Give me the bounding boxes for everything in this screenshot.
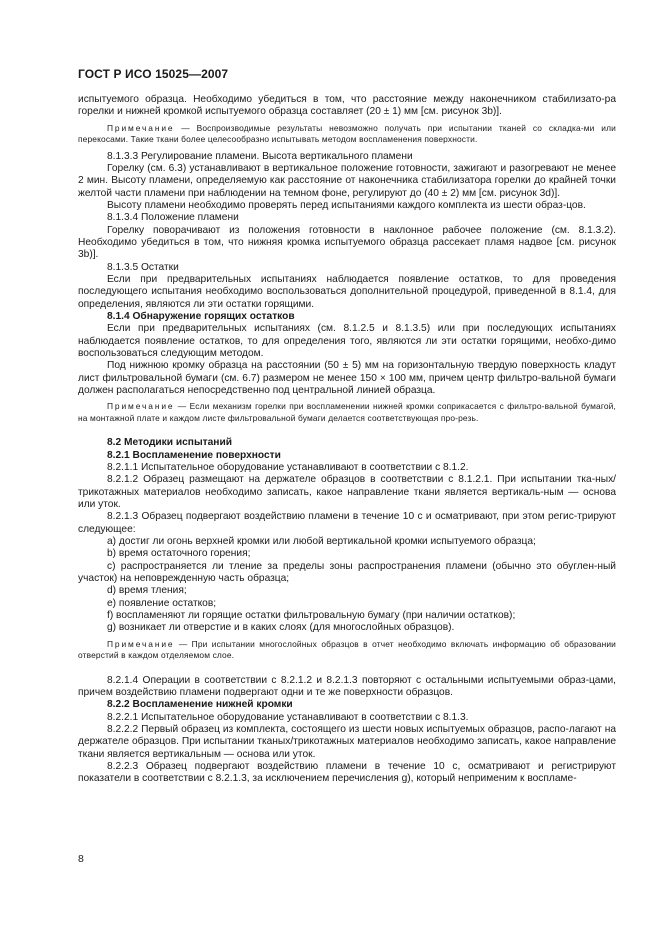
paragraph: Горелку поворачивают из положения готовности в наклонное рабочее положение (см. 8.1.3.2). Необходимо убедиться в том, что нижняя кромка испытуемого образца рассекает пламя надвое [см. рисунок 3b)]. (78, 224, 616, 261)
section-heading: 8.2.1 Воспламенение поверхности (107, 449, 281, 461)
note-label: Примечание (107, 401, 175, 412)
list-item: b) время остаточного горения; (107, 548, 251, 560)
section-heading: 8.1.3.3 Регулирование пламени. Высота вертикального пламени (107, 150, 413, 162)
list-item: g) возникает ли отверстие и в каких слоях (для многослойных образцов). (107, 622, 455, 634)
paragraph: Под нижнюю кромку образца на расстоянии (50 ± 5) мм на горизонтальную твердую поверхность кладут лист фильтровальной бумаги (см. 6.7) размером не менее 150 × 100 мм, причем центр фильтро-вальной бумаги должен располагаться непосредственно под центральной линией образца. (78, 360, 616, 397)
paragraph: 8.2.2.1 Испытательное оборудование устанавливают в соответствии с 8.1.3. (107, 711, 469, 723)
paragraph: 8.2.2.3 Образец подвергают воздействию пламени в течение 10 с, осматривают и регистрируют показатели в соответствии с 8.2.1.3, за исключением перечисления g), который неприменим к воспламе- (78, 760, 616, 785)
section-heading: 8.2 Методики испытаний (107, 437, 232, 449)
paragraph: 8.2.2.2 Первый образец из комплекта, состоящего из шести новых испытуемых образцов, распо-лагают на держателе образцов. При испытании тканых/трикотажных материалов необходимо записать, какое направление ткани является вертикальным — основа или уток. (78, 723, 616, 760)
paragraph: 8.2.1.4 Операции в соответствии с 8.2.1.2 и 8.2.1.3 повторяют с остальными испытуемыми образ-цами, причем воздействию пламени подвергают одни и те же поверхности образцов. (78, 674, 616, 698)
note (78, 401, 616, 424)
list-item: d) время тления; (107, 585, 187, 597)
note-text: — Если механизм горелки при воспламенении нижней кромки соприкасается с фильтро-вальной бумагой, на монтажной плате и каждом листе фильтровальной бумаги делается соответствующая про-резь. (78, 401, 616, 423)
section-heading: 8.2.2 Воспламенение нижней кромки (107, 699, 293, 711)
paragraph: 8.2.1.1 Испытательное оборудование устанавливают в соответствии с 8.1.2. (107, 461, 469, 473)
paragraph: 8.2.1.3 Образец подвергают воздействию пламени в течение 10 с и осматривают, при этом регис-трируют следующее: (78, 511, 616, 535)
section-heading: 8.1.3.4 Положение пламени (107, 212, 239, 224)
note-label: Примечание (107, 122, 175, 133)
note-label: Примечание (107, 638, 175, 649)
section-heading: 8.1.3.5 Остатки (107, 261, 179, 273)
page-body (78, 94, 616, 786)
paragraph: 8.2.1.2 Образец размещают на держателе образцов в соответствии с 8.1.2.1. При испытании тка-ных/трикотажных материалов необходимо записать, какое направление ткани является вертикаль-ным — основа или уток. (78, 474, 616, 510)
paragraph: Если при предварительных испытаниях (см. 8.1.2.5 и 8.1.3.5) или при последующих испытаниях наблюдается появление остатков, то для определения того, являются ли эти остатки горящими, необхо-димо воспользоваться следующим методом. (78, 323, 616, 359)
note-text: — При испытании многослойных образцов в отчет необходимо включать информацию об образовании отверстий в каждом отделяемом слое. (78, 638, 616, 661)
note (78, 639, 616, 662)
note (78, 123, 616, 146)
list-item: f) воспламеняют ли горящие остатки фильтровальную бумагу (при наличии остатков); (107, 610, 516, 621)
list-item: e) появление остатков; (107, 597, 217, 609)
page-header: ГОСТ Р ИСО 15025—2007 (78, 67, 229, 81)
paragraph: Горелку (см. 6.3) устанавливают в вертикальное положение готовности, зажигают и разогревают не менее 2 мин. Высоту пламени, определяемую как расстояние от наконечника стабилизатора горелки до крайней точки желтой части пламени при наблюдении на темном фоне, регулируют до (40 ± 2) мм [см. рисунок 3d)]. (78, 162, 616, 199)
list-item: c) распространяется ли тление за пределы зоны распространения пламени (обычно это обуглен-ный участок) на неповрежденную часть образца; (78, 560, 616, 584)
list-item: a) достиг ли огонь верхней кромки или любой вертикальной кромки испытуемого образца; (107, 535, 536, 547)
page-number: 8 (78, 853, 84, 865)
paragraph: Высоту пламени необходимо проверять перед испытаниями каждого комплекта из шести образ-цов. (107, 199, 586, 211)
paragraph: испытуемого образца. Необходимо убедиться в том, что расстояние между наконечником стабилизато-ра горелки и нижней кромкой испытуемого образца составляет (20 ± 1) мм [см. рисунок 3b)]. (78, 94, 616, 118)
paragraph: Если при предварительных испытаниях наблюдается появление остатков, то для проведения последующего испытания необходимо воспользоваться дополнительной процедурой, приведенной в 8.1.4, для определения, являются ли эти остатки горящими. (78, 273, 616, 310)
section-heading: 8.1.4 Обнаружение горящих остатков (107, 310, 295, 322)
note-text: — Воспроизводимые результаты невозможно получать при испытании тканей со складка-ми или перекосами. Такие ткани более целесообразно испытывать методом воспламенения поверхности. (78, 122, 616, 145)
